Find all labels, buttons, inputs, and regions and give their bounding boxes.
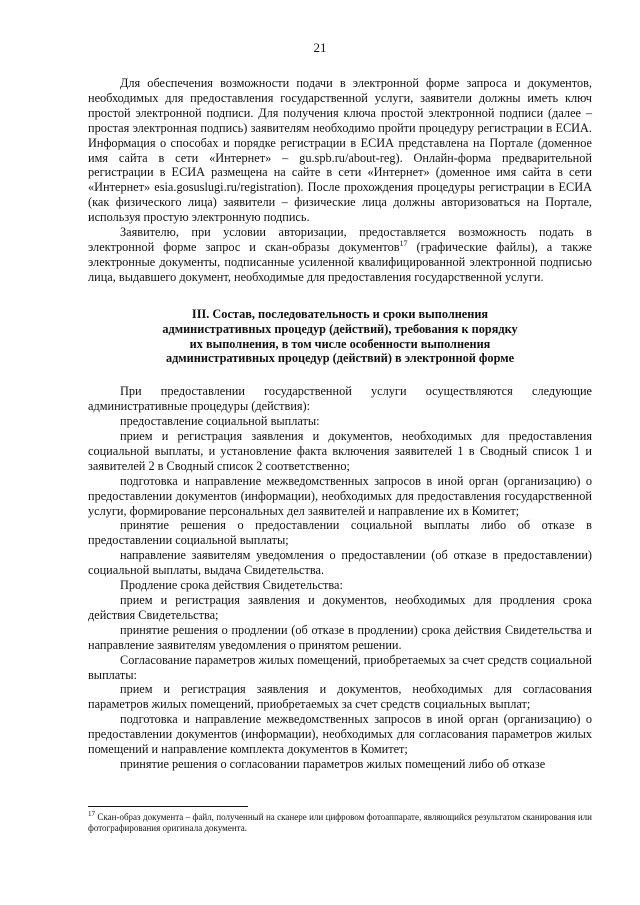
footnote-reference[interactable]: 17: [399, 238, 408, 248]
intro-paragraphs: [88, 76, 592, 225]
paragraph-text-before-ref: Заявителю, при условии авторизации, предоставляется возможность подать в электронной форме запрос и скан-образы документов: [88, 225, 592, 254]
paragraph: При предоставлении государственной услуги осуществляются следующие административные процедуры (действия):: [88, 384, 592, 414]
paragraph: принятие решения о предоставлении социальной выплаты либо об отказе в предоставлении социальной выплаты;: [88, 518, 592, 548]
paragraph: принятие решения о согласовании параметров жилых помещений либо об отказе: [120, 756, 546, 771]
paragraph: принятие решения о продлении (об отказе в продлении) срока действия Свидетельства и направление заявителям уведомления о принятом решении.: [88, 622, 592, 652]
footnote-mark: 17: [88, 810, 95, 818]
paragraph: Продление срока действия Свидетельства:: [120, 578, 343, 593]
paragraph-with-footnote: [88, 225, 592, 285]
paragraph: предоставление социальной выплаты:: [120, 414, 320, 429]
paragraph: подготовка и направление межведомственных запросов в иной орган (организацию) о предоставлении документов (информации), необходимых для согласования параметров жилых помещений и направление комплекта документов в Комитет;: [88, 712, 592, 757]
paragraph: Согласование параметров жилых помещений, приобретаемых за счет средств социальной выплаты:: [88, 652, 592, 682]
paragraph: прием и регистрация заявления и документов, необходимых для предоставления социальной выплаты, и установление факта включения заявителей 1 в Сводный список 1 и заявителей 2 в Сводный список 2 соответственно;: [88, 429, 592, 473]
paragraph: подготовка и направление межведомственных запросов в иной орган (организацию) о предоставлении документов (информации), необходимых для предоставления государственной услуги, формирование персональных дел заявителей и направление их в Комитет;: [88, 473, 592, 518]
section-heading: [88, 307, 592, 367]
section-heading-line: III. Состав, последовательность и сроки выполнения: [191, 306, 489, 321]
section-heading-line: их выполнения, в том числе особенности выполнения: [189, 336, 491, 351]
paragraph: направление заявителям уведомления о предоставлении (об отказе в предоставлении) социальной выплаты, выдача Свидетельства.: [88, 548, 592, 578]
section-heading-line: административных процедур (действий) в электронной форме: [165, 351, 515, 366]
section-heading-line: административных процедур (действий), требования к порядку: [162, 321, 518, 336]
procedure-paragraphs: [88, 384, 592, 772]
paragraph: прием и регистрация заявления и документов, необходимых для согласования параметров жилых помещений, приобретаемых за счет средств социальных выплат;: [88, 682, 592, 712]
paragraph: прием и регистрация заявления и документов, необходимых для продления срока действия Свидетельства;: [88, 593, 592, 622]
document-body: [88, 76, 592, 772]
footnote: [88, 812, 592, 834]
paragraph-text-after-ref: (графические файлы), а также электронные документы, подписанные усиленной квалифицированной электронной подписью лица, выдавшего документ, необходимые для предоставления государственной услуги.: [88, 239, 592, 284]
footnote-divider: [88, 806, 248, 807]
footnote-text: Скан-образ документа – файл, полученный на сканере или цифровом фотоаппарате, являющийся результатом сканирования или фотографирования оригинала документа.: [88, 812, 592, 833]
paragraph: Для обеспечения возможности подачи в электронной форме запроса и документов, необходимых для предоставления государственной услуги, заявители должны иметь ключ простой электронной подписи. Для получения ключа простой электронной подписи (далее – простая электронная подпись) заявителям необходимо пройти процедуру регистрации в ЕСИА. Информация о способах и порядке регистрации в ЕСИА представлена на Портале (доменное имя сайта в сети «Интернет» – gu.spb.ru/about-reg). Онлайн-форма предварительной регистрации в ЕСИА размещена на сайте в сети «Интернет» (доменное имя сайта в сети «Интернет» esia.gosuslugi.ru/registration). После прохождения процедуры регистрации в ЕСИА (как физического лица) заявители – физические лица должны авторизоваться на Портале, используя простую электронную подпись.: [88, 76, 592, 225]
page-number: 21: [313, 40, 327, 55]
